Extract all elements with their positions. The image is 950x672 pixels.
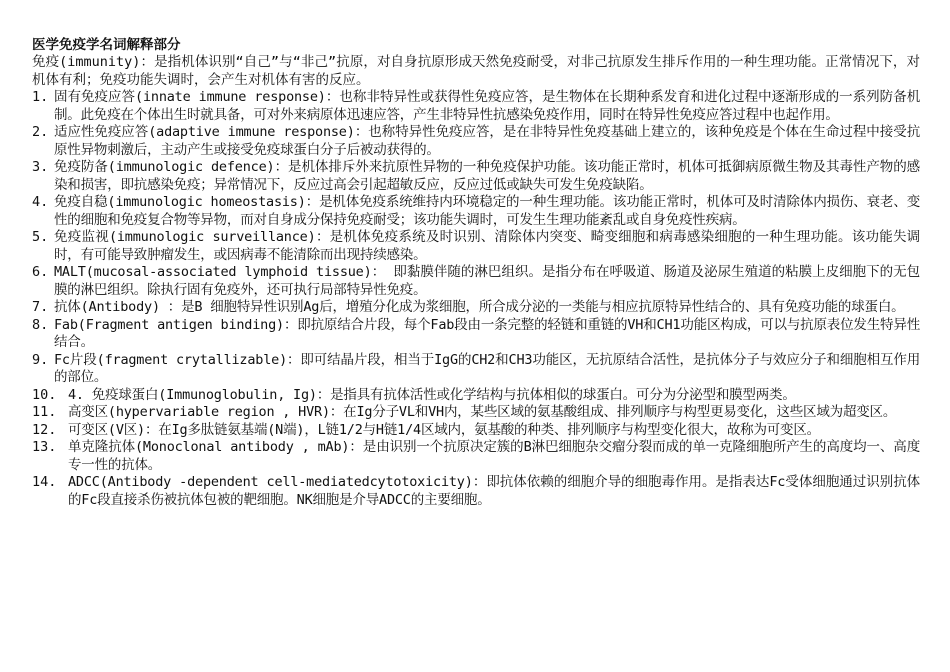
term-number: 4. [32,194,49,210]
term-entry-6 [32,264,920,299]
term-number: 3. [32,159,49,175]
term-number: 12. [32,421,57,438]
document-title: 医学免疫学名词解释部分 [32,37,181,53]
term-entry-1 [32,89,920,124]
term-entry-7 [32,299,920,317]
term-entry-11 [32,404,920,422]
term-number: 7. [32,299,49,315]
document-page [32,36,920,509]
term-definition: 固有免疫应答(innate immune response)：也称非特异性或获得性免疫应答，是生物体在长期种系发育和进化过程中逐渐形成的一系列防备机制。此免疫在个体出生时就具备，可对外来病原体迅速应答，产生非特异性抗感染免疫作用，同时在特异性免疫应答过程中也起作用。 [54,89,920,123]
term-definition: 抗体(Antibody) ：是B 细胞特异性识别Ag后，增殖分化成为浆细胞，所合成分泌的一类能与相应抗原特异性结合的、具有免疫功能的球蛋白。 [54,299,905,315]
term-definition: Fab(Fragment antigen binding)：即抗原结合片段，每个Fab段由一条完整的轻链和重链的VH和CH1功能区构成，可以与抗原表位发生特异性结合。 [54,316,920,350]
term-entry-2 [32,124,920,159]
term-definition: 可变区(V区)：在Ig多肽链氨基端(N端)，L链1/2与H链1/4区域内，氨基酸的种类、排列顺序与构型变化很大，故称为可变区。 [68,421,820,438]
term-definition: 适应性免疫应答(adaptive immune response)：也称特异性免疫应答，是在非特异性免疫基础上建立的，该种免疫是个体在生命过程中接受抗原性异物刺激后，主动产生或接受免疫球蛋白分子后被动获得的。 [54,124,920,158]
term-entry-5 [32,229,920,264]
term-definition: 免疫监视(immunologic surveillance)：是机体免疫系统及时识别、清除体内突变、畸变细胞和病毒感染细胞的一种生理功能。该功能失调时，有可能导致肿瘤发生，或因病毒不能清除而出现持续感染。 [54,229,920,263]
term-number: 6. [32,264,49,280]
term-entry-4 [32,194,920,229]
term-entry-14 [32,474,920,509]
term-definition: 免疫防备(immunologic defence)：是机体排斥外来抗原性异物的一种免疫保护功能。该功能正常时，机体可抵御病原微生物及其毒性产物的感染和损害，即抗感染免疫；异常情况下，反应过高会引起超敏反应，反应过低或缺失可发生免疫缺陷。 [54,159,920,193]
term-entry-10 [32,387,920,405]
term-entry-13 [32,439,920,474]
term-entry-9 [32,352,920,387]
term-definition: ADCC(Antibody -dependent cell-mediatedcytotoxicity)：即抗体依赖的细胞介导的细胞毒作用。是指表达Fc受体细胞通过识别抗体的Fc段直接杀伤被抗体包被的靶细胞。NK细胞是介导ADCC的主要细胞。 [68,474,920,508]
term-number: 10. [32,386,57,403]
term-definition: Fc片段(fragment crytallizable)：即可结晶片段，相当于IgG的CH2和CH3功能区，无抗原结合活性，是抗体分子与效应分子和细胞相互作用的部位。 [54,351,920,385]
term-number: 13. [32,439,57,455]
term-definition: 高变区(hypervariable region , HVR)：在Ig分子VL和VH内，某些区域的氨基酸组成、排列顺序与构型更易变化，这些区域为超变区。 [68,404,897,420]
term-list [32,89,920,509]
term-number: 14. [32,474,57,490]
term-definition: 免疫自稳(immunologic homeostasis)：是机体免疫系统维持内环境稳定的一种生理功能。该功能正常时，机体可及时清除体内损伤、衰老、变性的细胞和免疫复合物等异物，而对自身成分保持免疫耐受；该功能失调时，可发生生理功能紊乱或自身免疫性疾病。 [54,194,920,228]
term-number: 11. [32,404,57,420]
term-number: 1. [32,89,49,105]
term-definition: 4. 免疫球蛋白(Immunoglobulin, Ig)：是指具有抗体活性或化学结构与抗体相似的球蛋白。可分为分泌型和膜型两类。 [68,386,796,403]
term-definition: MALT(mucosal-associated lymphoid tissue)： 即黏膜伴随的淋巴组织。是指分布在呼吸道、肠道及泌尿生殖道的粘膜上皮细胞下的无包膜的淋巴组织。除执行固有免疫外，还可执行局部特异性免疫。 [54,264,920,298]
term-number: 2. [32,124,49,140]
term-definition: 单克隆抗体(Monoclonal antibody , mAb)：是由识别一个抗原决定簇的B淋巴细胞杂交瘤分裂而成的单一克隆细胞所产生的高度均一、高度专一性的抗体。 [68,439,920,473]
intro-paragraph: 免疫(immunity)：是指机体识别“自己”与“非己”抗原，对自身抗原形成天然免疫耐受，对非己抗原发生排斥作用的一种生理功能。正常情况下，对机体有利；免疫功能失调时，会产生对机体有害的反应。 [32,54,920,88]
term-number: 9. [32,351,49,368]
term-entry-12 [32,422,920,440]
term-entry-3 [32,159,920,194]
term-number: 5. [32,229,49,245]
term-entry-8 [32,317,920,352]
term-number: 8. [32,316,49,333]
